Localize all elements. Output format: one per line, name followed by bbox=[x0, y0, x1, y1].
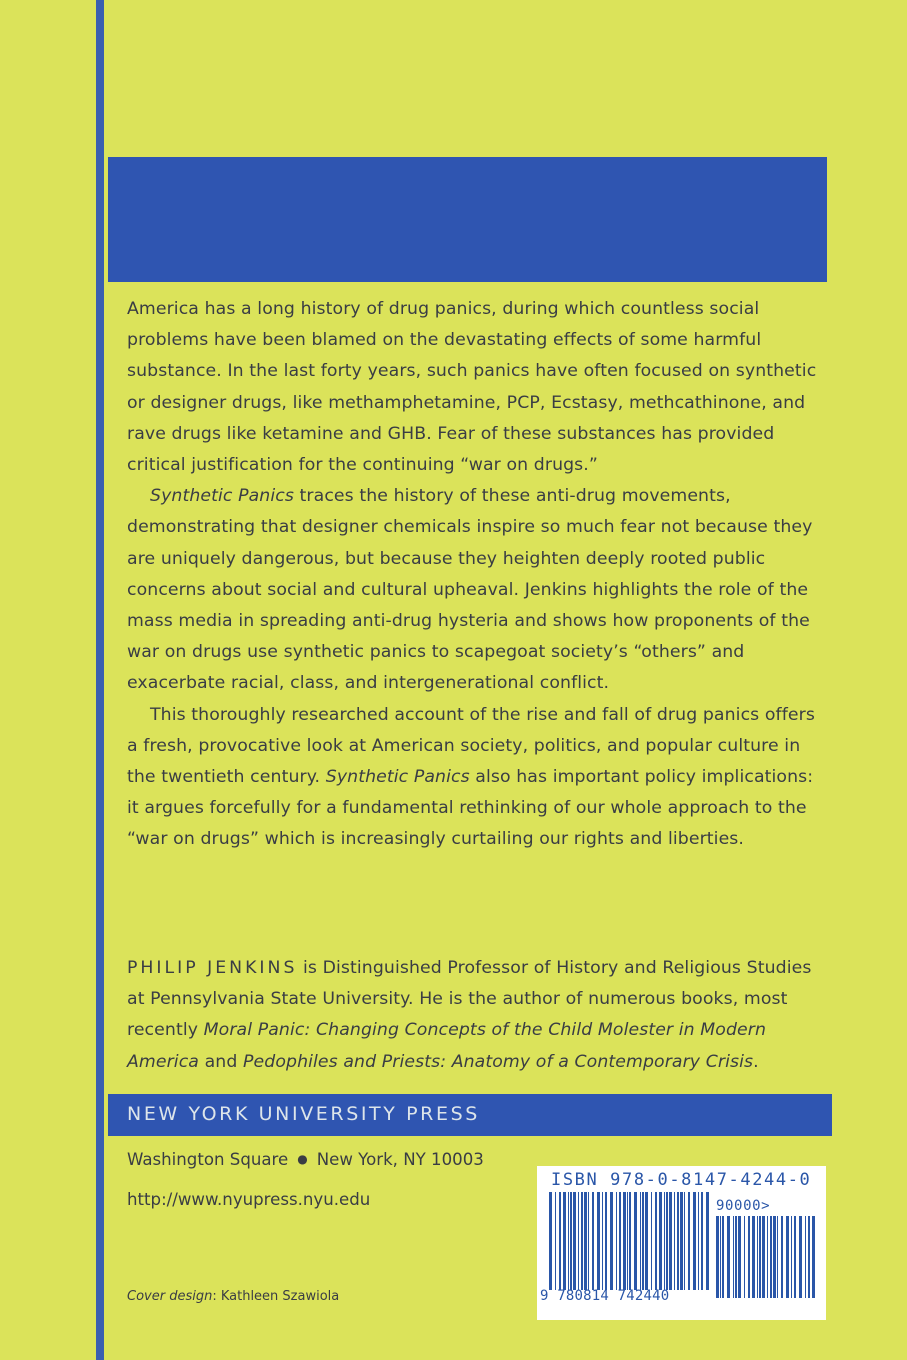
addon-barcode-bars-icon bbox=[716, 1216, 816, 1298]
book-title-pedophiles-and-priests: Pedophiles and Priests: Anatomy of a Contemporary Crisis bbox=[243, 1051, 754, 1072]
credit-colon: : bbox=[212, 1289, 221, 1304]
description-paragraph-3 bbox=[127, 700, 827, 856]
credit-label: Cover design bbox=[127, 1289, 213, 1304]
book-title: Synthetic Panics bbox=[150, 486, 294, 507]
paragraph-3-text-rest: also has important policy implications: it argues forcefully for a fundamental rethinking of our whole approach to the “war on drugs” which is increasingly curtailing our rights and liberties. bbox=[127, 767, 814, 850]
header-color-band bbox=[108, 157, 827, 282]
price-code: 90000> bbox=[716, 1198, 771, 1214]
isbn-number: ISBN 978-0-8147-4244-0 bbox=[551, 1170, 812, 1190]
paragraph-2-text: traces the history of these anti-drug movements, demonstrating that designer chemicals inspire so much fear not because they are uniquely dangerous, but because they heighten deeply rooted public concerns about social and cultural upheaval. Jenkins highlights the role of the mass media in spreading anti-drug hysteria and shows how proponents of the war on drugs use synthetic panics to scapegoat society’s “others” and exacerbate racial, class, and intergenerational conflict. bbox=[127, 486, 813, 694]
spine-rule bbox=[96, 0, 104, 1360]
description-paragraph-1: America has a long history of drug panics, during which countless social problems have been blamed on the devastating effects of some harmful substance. In the last forty years, such panics have often focused on synthetic or designer drugs, like methamphetamine, PCP, Ecstasy, methcathinone, and rave drugs like ketamine and GHB. Fear of these substances has provided critical justification for the continuing “war on drugs.” bbox=[127, 299, 817, 476]
cover-design-credit bbox=[127, 1289, 339, 1304]
publisher-address bbox=[127, 1150, 484, 1169]
conjunction: and bbox=[199, 1051, 243, 1072]
description-paragraph-2 bbox=[127, 481, 827, 699]
author-name: PHILIP JENKINS bbox=[127, 958, 298, 978]
book-title-moral-panic: Moral Panic: Changing Concepts of the Child Molester in Modern America bbox=[127, 1020, 767, 1072]
paragraph-3-text-start: This thoroughly researched account of the rise and fall of drug panics offers a fresh, provocative look at American society, politics, and popular culture in the twentieth century. bbox=[127, 704, 815, 788]
isbn-barcode bbox=[537, 1166, 826, 1320]
address-line-2: New York, NY 10003 bbox=[316, 1150, 484, 1169]
publisher-url[interactable]: http://www.nyupress.nyu.edu bbox=[127, 1190, 371, 1209]
book-title: Synthetic Panics bbox=[325, 767, 470, 788]
book-description bbox=[127, 294, 827, 856]
barcode-digits: 9 780814 742440 bbox=[540, 1288, 670, 1304]
author-bio-text: is Distinguished Professor of History and Religious Studies at Pennsylvania State University. He is the author of numerous books, most recently bbox=[127, 958, 812, 1041]
author-bio bbox=[127, 953, 827, 1078]
designer-name: Kathleen Szawiola bbox=[220, 1289, 340, 1304]
sentence-end: . bbox=[753, 1051, 759, 1072]
barcode-bars-icon bbox=[549, 1192, 713, 1290]
publisher-name: NEW YORK UNIVERSITY PRESS bbox=[127, 1103, 480, 1125]
address-line-1: Washington Square bbox=[127, 1150, 289, 1169]
bullet-separator: ● bbox=[297, 1152, 308, 1166]
publisher-band bbox=[108, 1094, 832, 1136]
